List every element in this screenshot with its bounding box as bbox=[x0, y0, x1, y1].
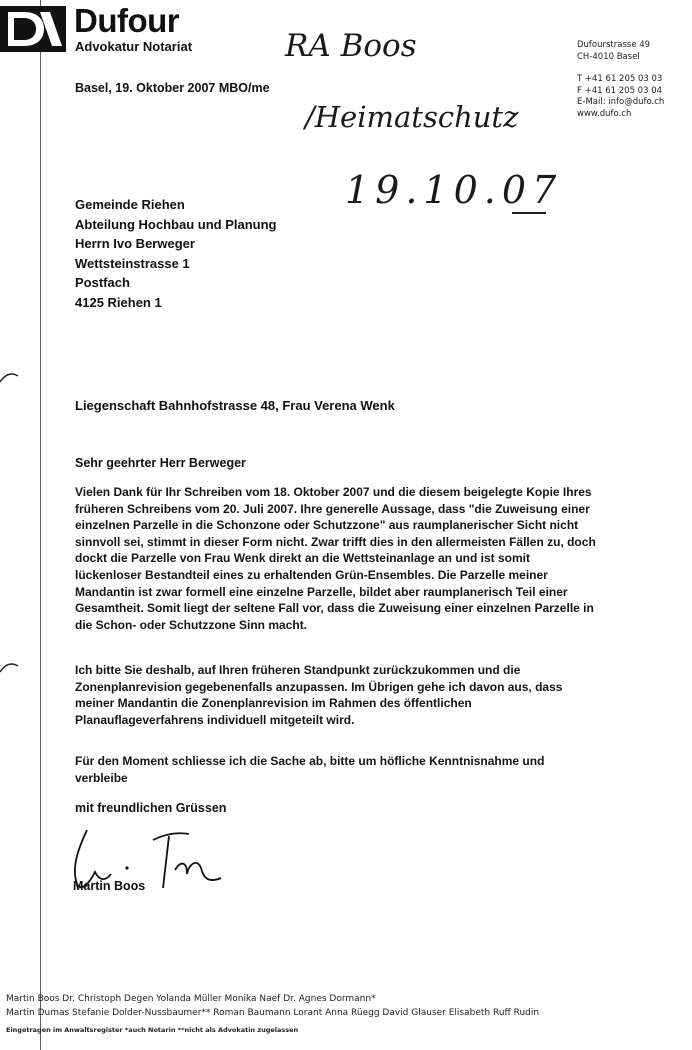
body-paragraph-2: Ich bitte Sie deshalb, auf Ihren früheren Standpunkt zurückzukommen und die Zonenplanrevision gegebenenfalls anzupassen. Im Übrigen gehe ich davon aus, dass meiner Mandantin die Zonenplanrevision im Rahmen des öffentlichen Planauflageverfahrens individuell mitgeteilt wird. bbox=[75, 663, 563, 727]
address-line: Gemeinde Riehen bbox=[75, 197, 185, 212]
handwritten-date: 19.10.07 bbox=[345, 168, 563, 212]
contact-web: www.dufo.ch bbox=[577, 108, 632, 119]
handwritten-underline bbox=[512, 212, 546, 214]
handwritten-note-line1: RA Boos bbox=[285, 28, 417, 64]
contact-phone: T +41 61 205 03 03 bbox=[577, 74, 663, 84]
address-line: Wettsteinstrasse 1 bbox=[75, 255, 190, 271]
footer-partners-line1: Martin Boos Dr. Christoph Degen Yolanda Müller Monika Naef Dr. Agnes Dormann* bbox=[6, 994, 376, 1004]
dufour-logo-icon bbox=[0, 6, 66, 52]
contact-fax: F +41 61 205 03 04 bbox=[577, 85, 663, 96]
body-paragraph-3: Für den Moment schliesse ich die Sache ab, bitte um höfliche Kenntnisnahme und verbleibe bbox=[75, 754, 545, 785]
signer-name: Martin Boos bbox=[73, 879, 146, 893]
brand-subtitle: Advokatur Notariat bbox=[75, 39, 193, 54]
scan-margin-line bbox=[40, 0, 41, 1050]
address-line: Abteilung Hochbau und Planung bbox=[75, 216, 277, 232]
contact-city: CH-4010 Basel bbox=[577, 51, 640, 62]
brand-name: Dufour bbox=[74, 2, 180, 39]
closing-phrase: mit freundlichen Grüssen bbox=[75, 801, 227, 815]
salutation: Sehr geehrter Herr Berweger bbox=[75, 456, 246, 470]
handwritten-note-line2: /Heimatschutz bbox=[305, 100, 519, 134]
footer-notes: Eingetragen im Anwaltsregister *auch Notarin **nicht als Advokatin zugelassen bbox=[6, 1026, 299, 1034]
punch-mark-icon bbox=[0, 370, 20, 384]
address-line: 4125 Riehen 1 bbox=[75, 294, 162, 310]
address-line: Herrn Ivo Berweger bbox=[75, 236, 195, 252]
body-paragraph-1: Vielen Dank für Ihr Schreiben vom 18. Oktober 2007 und die diesem beigelegte Kopie Ihres früheren Schreibens vom 20. Juli 2007. Ihre generelle Aussage, dass "die Zuweisung einer einzelnen Parzelle in die Schonzone oder Schutzzone" aus raumplanerischer Sicht nicht sinnvoll sei, stimmt in dieser Form nicht. Zwar trifft dies in den allermeisten Fällen zu, doch dockt die Parzelle von Frau Wenk direkt an die Wettsteinanlage an und ist somit lückenloser Bestandteil eines zu erhaltenden Grün-Ensembles. Die Parzelle meiner Mandantin ist zwar formell eine einzelne Parzelle, bildet aber raumplanerisch Teil einer Gesamtheit. Somit liegt der seltene Fall vor, dass die Zuweisung einer einzelnen Parzelle in die Schon- oder Schutzzone Sinn macht. bbox=[75, 485, 596, 632]
address-line: Postfach bbox=[75, 275, 130, 291]
letter-subject: Liegenschaft Bahnhofstrasse 48, Frau Verena Wenk bbox=[75, 398, 395, 413]
footer-partners-line2: Martin Dumas Stefanie Dolder-Nussbaumer** Roman Baumann Lorant Anna Rüegg David Glauser Elisabeth Ruff Rudin bbox=[6, 1008, 540, 1018]
date-reference: Basel, 19. Oktober 2007 MBO/me bbox=[75, 81, 270, 95]
contact-block bbox=[577, 40, 664, 120]
recipient-address bbox=[75, 195, 276, 313]
contact-email: E-Mail: info@dufo.ch bbox=[577, 97, 665, 107]
contact-street: Dufourstrasse 49 bbox=[577, 40, 651, 50]
punch-mark-icon bbox=[0, 660, 20, 674]
